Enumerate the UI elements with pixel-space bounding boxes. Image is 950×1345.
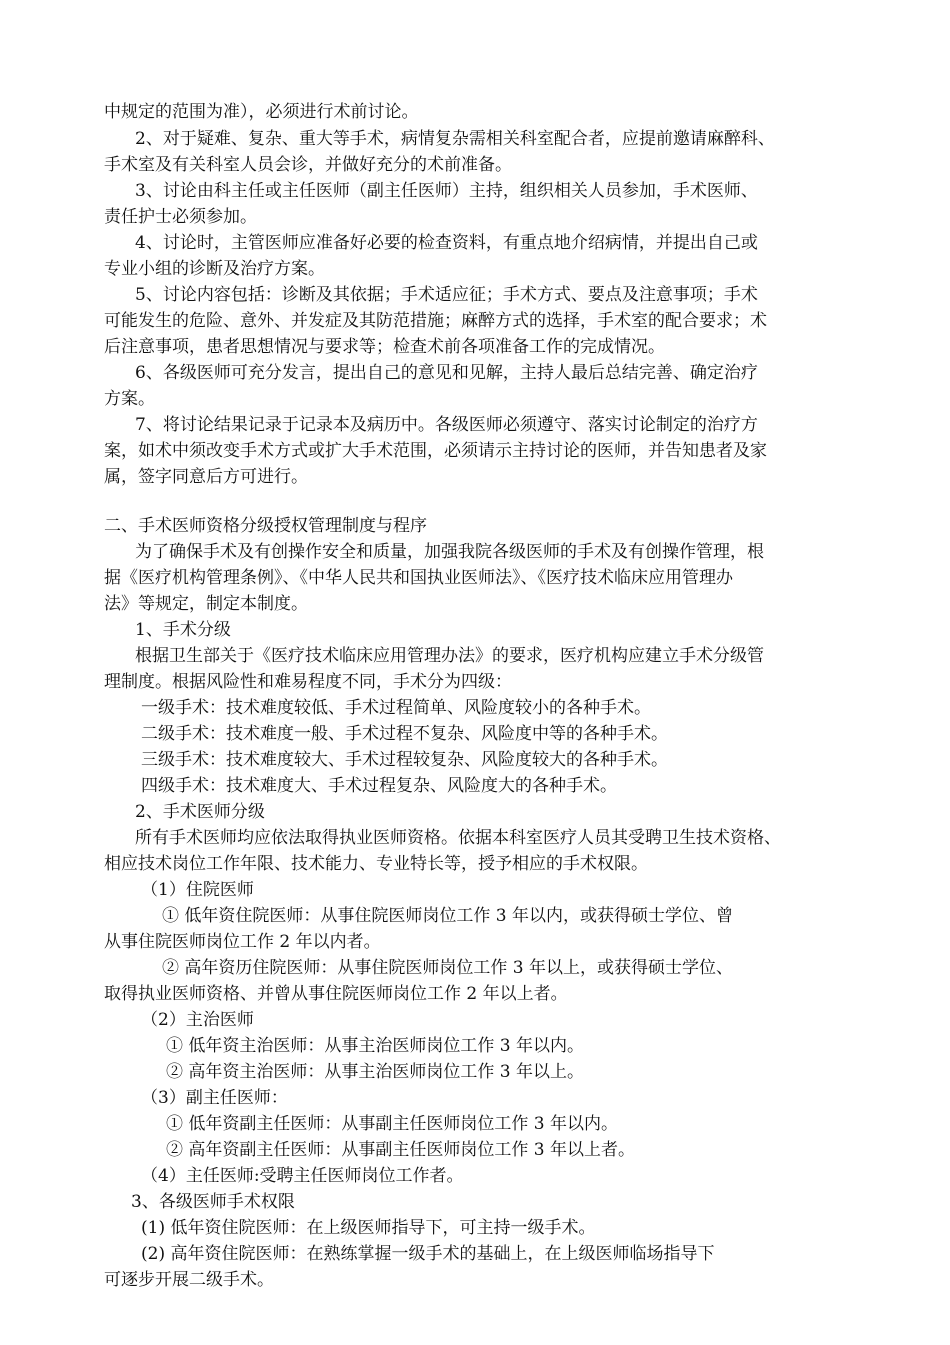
section-heading: 二、手术医师资格分级授权管理制度与程序: [104, 516, 427, 536]
text-line: ① 低年资住院医师：从事住院医师岗位工作 3 年以内，或获得硕士学位、曾: [162, 906, 734, 926]
text-line: 相应技术岗位工作年限、技术能力、专业特长等，授予相应的手术权限。: [104, 854, 648, 874]
text-line: 从事住院医师岗位工作 2 年以内者。: [104, 932, 381, 952]
text-line: 属，签字同意后方可进行。: [104, 467, 308, 487]
text-line: 6、各级医师可充分发言，提出自己的意见和见解，主持人最后总结完善、确定治疗: [135, 363, 758, 383]
text-line: （3）副主任医师：: [141, 1088, 288, 1108]
text-line: (2) 高年资住院医师：在熟练掌握一级手术的基础上，在上级医师临场指导下: [141, 1244, 715, 1264]
text-line: 为了确保手术及有创操作安全和质量，加强我院各级医师的手术及有创操作管理，根: [135, 542, 764, 562]
text-line: ② 高年资历住院医师：从事住院医师岗位工作 3 年以上，或获得硕士学位、: [162, 958, 734, 978]
text-line: 3、各级医师手术权限: [131, 1192, 295, 1212]
text-line: 手术室及有关科室人员会诊，并做好充分的术前准备。: [104, 155, 512, 175]
text-line: 可能发生的危险、意外、并发症及其防范措施；麻醉方式的选择，手术室的配合要求；术: [104, 311, 767, 331]
text-line: ① 低年资主治医师：从事主治医师岗位工作 3 年以内。: [166, 1036, 585, 1056]
text-line: ② 高年资副主任医师：从事副主任医师岗位工作 3 年以上者。: [166, 1140, 636, 1160]
text-line: 四级手术：技术难度大、手术过程复杂、风险度大的各种手术。: [141, 776, 617, 796]
text-line: 取得执业医师资格、并曾从事住院医师岗位工作 2 年以上者。: [104, 984, 568, 1004]
text-line: 法》等规定，制定本制度。: [104, 594, 308, 614]
text-line: 后注意事项，患者思想情况与要求等；检查术前各项准备工作的完成情况。: [104, 337, 665, 357]
text-line: 一级手术：技术难度较低、手术过程简单、风险度较小的各种手术。: [141, 698, 651, 718]
text-line: （2）主治医师: [141, 1010, 254, 1030]
text-line: 2、对于疑难、复杂、重大等手术，病情复杂需相关科室配合者，应提前邀请麻醉科、: [135, 129, 775, 149]
text-line: 7、将讨论结果记录于记录本及病历中。各级医师必须遵守、落实讨论制定的治疗方: [135, 415, 758, 435]
text-line: 4、讨论时，主管医师应准备好必要的检查资料，有重点地介绍病情，并提出自己或: [135, 233, 758, 253]
text-line: 中规定的范围为准），必须进行术前讨论。: [104, 102, 419, 122]
text-line: 方案。: [104, 389, 155, 409]
text-line: 2、手术医师分级: [135, 802, 265, 822]
text-line: 1、手术分级: [135, 620, 231, 640]
text-line: 可逐步开展二级手术。: [104, 1270, 274, 1290]
text-line: 理制度。根据风险性和难易程度不同，手术分为四级：: [104, 672, 512, 692]
text-line: 二级手术：技术难度一般、手术过程不复杂、风险度中等的各种手术。: [141, 724, 668, 744]
text-line: ② 高年资主治医师：从事主治医师岗位工作 3 年以上。: [166, 1062, 585, 1082]
text-line: 据《医疗机构管理条例》、《中华人民共和国执业医师法》、《医疗技术临床应用管理办: [104, 568, 733, 588]
text-line: 三级手术：技术难度较大、手术过程较复杂、风险度较大的各种手术。: [141, 750, 668, 770]
text-line: 所有手术医师均应依法取得执业医师资格。依据本科室医疗人员其受聘卫生技术资格、: [135, 828, 781, 848]
text-line: 责任护士必须参加。: [104, 207, 257, 227]
text-line: ① 低年资副主任医师：从事副主任医师岗位工作 3 年以内。: [166, 1114, 619, 1134]
text-line: 5、讨论内容包括：诊断及其依据；手术适应征；手术方式、要点及注意事项；手术: [135, 285, 758, 305]
text-line: (1) 低年资住院医师：在上级医师指导下，可主持一级手术。: [141, 1218, 596, 1238]
text-line: 专业小组的诊断及治疗方案。: [104, 259, 325, 279]
text-line: （1）住院医师: [141, 880, 254, 900]
text-line: 根据卫生部关于《医疗技术临床应用管理办法》的要求，医疗机构应建立手术分级管: [135, 646, 764, 666]
text-line: （4）主任医师:受聘主任医师岗位工作者。: [141, 1166, 464, 1186]
text-line: 3、讨论由科主任或主任医师（副主任医师）主持，组织相关人员参加，手术医师、: [135, 181, 758, 201]
text-line: 案，如术中须改变手术方式或扩大手术范围，必须请示主持讨论的医师，并告知患者及家: [104, 441, 767, 461]
